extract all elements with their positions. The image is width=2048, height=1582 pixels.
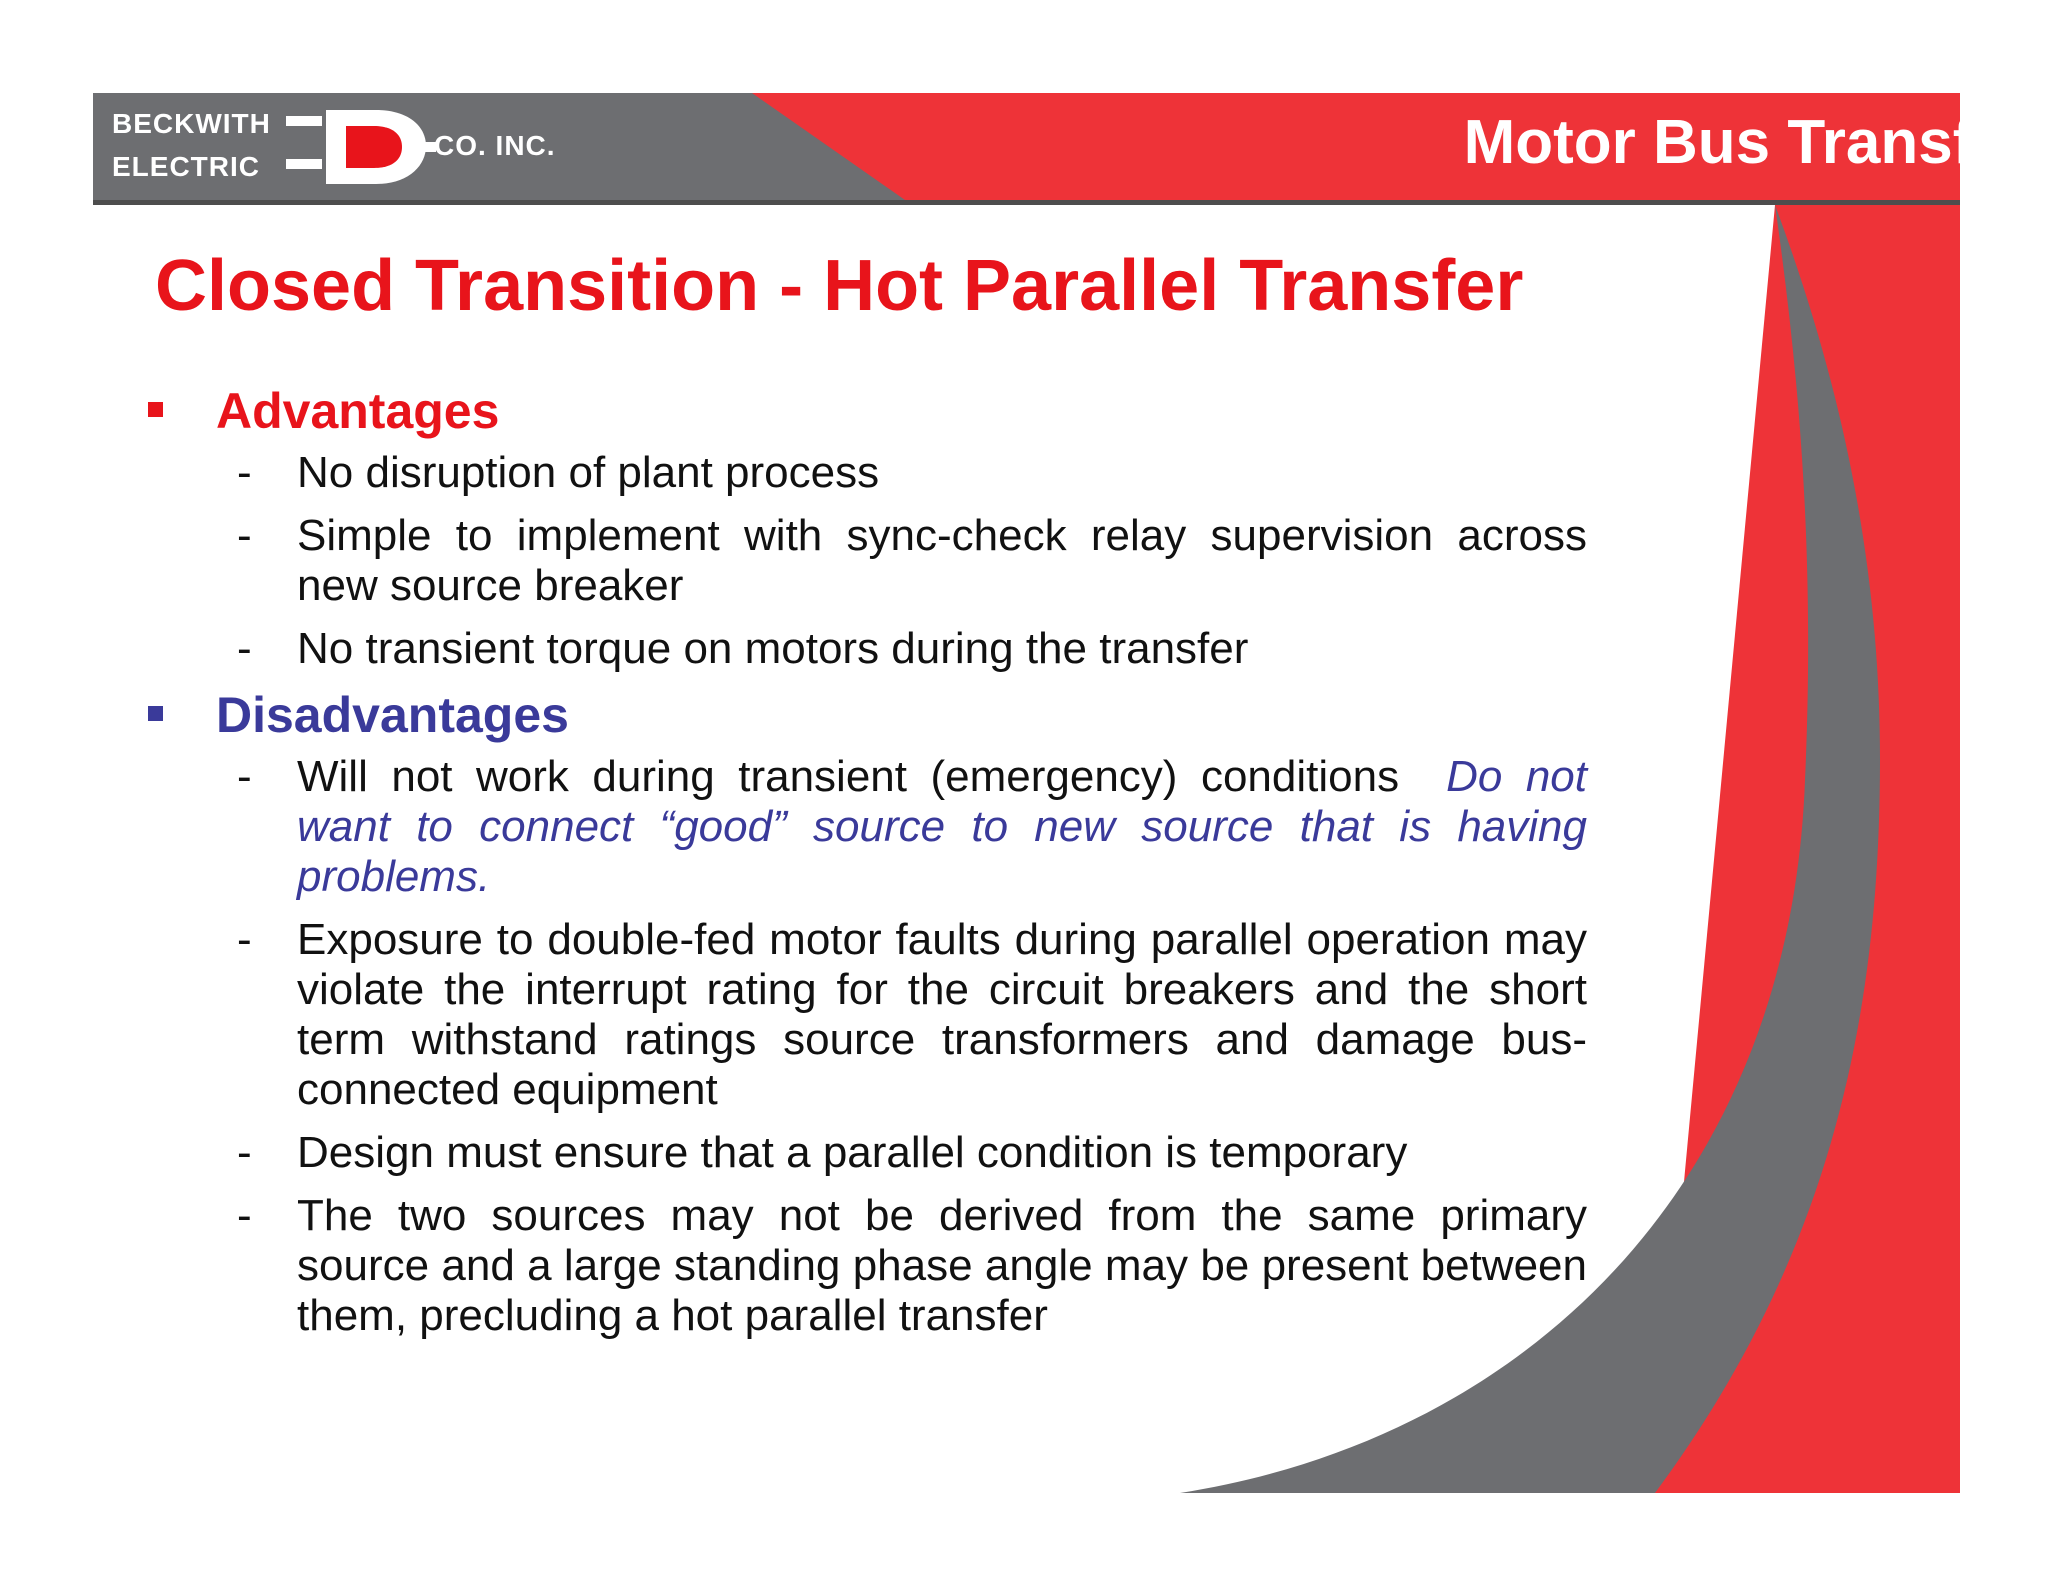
logo-text-company: CO. INC.	[434, 130, 556, 161]
list-item-text: Will not work during transient (emergency) conditions	[297, 752, 1400, 801]
beckwith-logo	[108, 104, 588, 194]
disadvantages-heading-label: Disadvantages	[216, 687, 569, 743]
square-bullet-icon	[148, 706, 163, 721]
dash-bullet: -	[237, 448, 252, 497]
list-item	[140, 1128, 1587, 1178]
square-bullet-icon	[148, 402, 163, 417]
slide-title: Closed Transition - Hot Parallel Transfer	[155, 246, 1524, 326]
dash-bullet: -	[237, 752, 252, 801]
advantages-heading-label: Advantages	[216, 383, 500, 439]
list-item-text: Simple to implement with sync-check relay supervision across new source breaker	[297, 511, 1587, 610]
slide-content	[140, 380, 1590, 1341]
logo-text-electric: ELECTRIC	[112, 151, 260, 182]
disadvantages-heading	[140, 684, 1590, 746]
list-item-text: No disruption of plant process	[297, 448, 880, 497]
list-item	[140, 448, 1587, 498]
disadvantages-list	[140, 752, 1590, 1341]
header-underline	[93, 200, 1960, 205]
list-item	[140, 624, 1587, 674]
dash-bullet: -	[237, 511, 252, 560]
list-item	[140, 752, 1587, 902]
list-item	[140, 511, 1587, 611]
advantages-heading	[140, 380, 1590, 442]
list-item	[140, 1191, 1587, 1341]
advantages-list	[140, 448, 1590, 674]
list-item	[140, 915, 1587, 1115]
list-item-text: No transient torque on motors during the transfer	[297, 624, 1249, 673]
list-item-text: The two sources may not be derived from the same primary source and a large standing phase angle may be present between them, precluding a hot parallel transfer	[297, 1191, 1587, 1340]
dash-bullet: -	[237, 1191, 252, 1240]
dash-bullet: -	[237, 1128, 252, 1177]
dash-bullet: -	[237, 624, 252, 673]
header-title: Motor Bus Transfer	[1463, 108, 2032, 177]
list-item-text: Exposure to double-fed motor faults during parallel operation may violate the interrupt rating for the circuit breakers and the short term withstand ratings source transformers and damage bus-connected equipment	[297, 915, 1587, 1114]
list-item-text: Design must ensure that a parallel condition is temporary	[297, 1128, 1408, 1177]
list-item-note: Do not want to connect “good” source to new source that is having problems.	[297, 752, 1587, 901]
logo-text-beckwith: BECKWITH	[112, 108, 271, 139]
dash-bullet: -	[237, 915, 252, 964]
